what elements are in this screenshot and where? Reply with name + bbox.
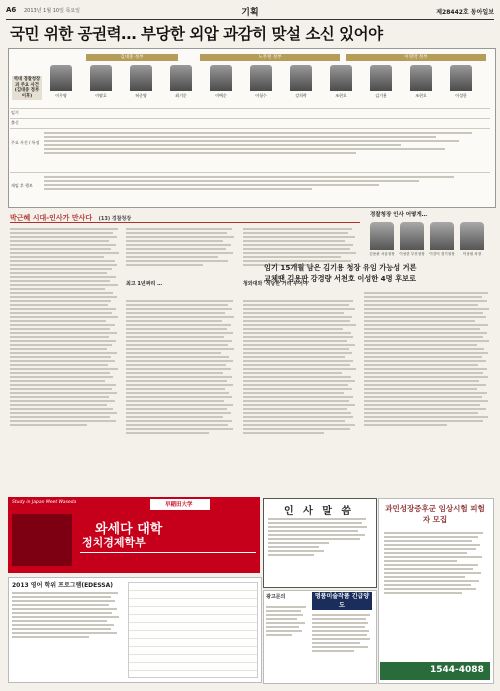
clinic-text: [384, 530, 488, 658]
waseda-program-text: [12, 590, 122, 676]
art-sale-title: 명품미술작품 긴급양도: [312, 592, 372, 610]
ad-inquiry: 광고문의: [266, 594, 286, 600]
side-headline-2: 교체땐 김용판 강경량 서천호 이성한 4명 후보로: [264, 274, 416, 283]
clinic-title: 과민성장증후군 임상시험 피험자 모집: [385, 504, 485, 524]
chief-name: 강희락: [295, 93, 307, 98]
candidate-photo: [370, 222, 394, 250]
waseda-univ-name: 早稲田大学: [165, 502, 193, 508]
ad-inquiry-text: [266, 604, 310, 678]
chief-photo: [370, 65, 392, 91]
table-divider: [10, 118, 490, 119]
photo-caption: 이성한 부산청장: [399, 252, 425, 256]
waseda-divider: [80, 552, 256, 553]
row-label: 출신: [11, 120, 19, 125]
row-label: 재임 후 행보: [11, 183, 33, 188]
chief-name: 최기문: [175, 93, 187, 98]
chief-photo: [170, 65, 192, 91]
side-headline-1: 임기 15개월 남은 김기용 청장 유임 가능성 거론: [264, 263, 417, 272]
article-column-2b: [126, 298, 236, 488]
chief-name: 어청수: [255, 93, 267, 98]
chief-name: 김기용: [375, 93, 387, 98]
photo-caption: 김용판 서울청장: [369, 252, 395, 256]
subhead: 최고 1년짜리 …: [126, 281, 163, 287]
candidate-photo: [430, 222, 454, 250]
chief-photo: [250, 65, 272, 91]
chief-name: 조현오: [335, 93, 347, 98]
waseda-program-title: 2013 영어 학위 프로그램(EDESSA): [12, 582, 114, 589]
chief-name: 허준영: [135, 93, 147, 98]
article-column-3b: [243, 298, 358, 488]
side-title: 경찰청장 인사 어떻게…: [370, 212, 428, 218]
row-label: 임기: [11, 110, 19, 115]
org-chart-label: 역대 경찰청장과 주요 사건 (김대중 정부 이후): [13, 77, 41, 99]
headline: 국민 위한 공권력… 부당한 외압 과감히 맞설 소신 있어야: [10, 25, 383, 43]
photo-caption: 이강덕 경기청장: [429, 252, 455, 256]
paper-name: 제28442호 동아일보: [436, 9, 494, 16]
waseda-photo: [12, 514, 72, 566]
series-name: 박근혜 시대-인사가 만사다: [10, 214, 93, 222]
header-rule: [6, 19, 494, 20]
chief-name: 이택순: [215, 93, 227, 98]
page-header: [6, 6, 494, 18]
chief-photo: [290, 65, 312, 91]
table-divider: [10, 108, 490, 109]
schedule-table: [128, 582, 258, 678]
row-label: 주요 사건 / 특징: [11, 140, 40, 145]
table-divider: [10, 128, 490, 129]
art-sale-text: [312, 612, 372, 678]
candidate-photo: [460, 222, 484, 250]
group-dj: 김대중 정부: [86, 54, 178, 61]
table-divider: [10, 172, 490, 173]
article-column-2a: [126, 226, 236, 278]
chief-photo: [210, 65, 232, 91]
article-column-1: [10, 226, 120, 486]
chief-photo: [50, 65, 72, 91]
section-title: 기획: [241, 8, 259, 18]
page-number: A6: [6, 6, 17, 14]
notice-title: 인 사 말 씀: [283, 506, 355, 517]
chief-photos: [44, 63, 490, 103]
series-rule: [10, 222, 360, 223]
photo-caption: 이상원 차장: [462, 252, 482, 256]
series-number: (13) 경찰청장: [98, 216, 132, 222]
side-article: [364, 290, 492, 488]
chief-photo: [330, 65, 352, 91]
chief-name: 조현오: [415, 93, 427, 98]
notice-text: [268, 516, 370, 582]
chief-photo: [450, 65, 472, 91]
waseda-banner: Study in Japan Meet Waseda: [12, 500, 77, 505]
subhead: 청와대와 '적당한 거리 두어야': [243, 281, 310, 287]
candidate-photo: [400, 222, 424, 250]
chief-name: 이팔호: [95, 93, 107, 98]
waseda-title: 와세다 대학: [95, 522, 163, 537]
chief-photo: [410, 65, 432, 91]
issue-date: 2013년 1월 10일 목요일: [24, 8, 81, 14]
chief-name: 이무영: [55, 93, 67, 98]
waseda-sub: 정치경제학부: [82, 536, 146, 549]
chief-photo: [90, 65, 112, 91]
clinic-phone[interactable]: 1544-4088: [430, 665, 484, 675]
group-roh: 노무현 정부: [200, 54, 340, 61]
chief-name: 이성한: [455, 93, 467, 98]
events-cells: [44, 130, 490, 170]
chief-photo: [130, 65, 152, 91]
after-cells: [44, 174, 490, 202]
group-lee: 이명박 정부: [346, 54, 486, 61]
